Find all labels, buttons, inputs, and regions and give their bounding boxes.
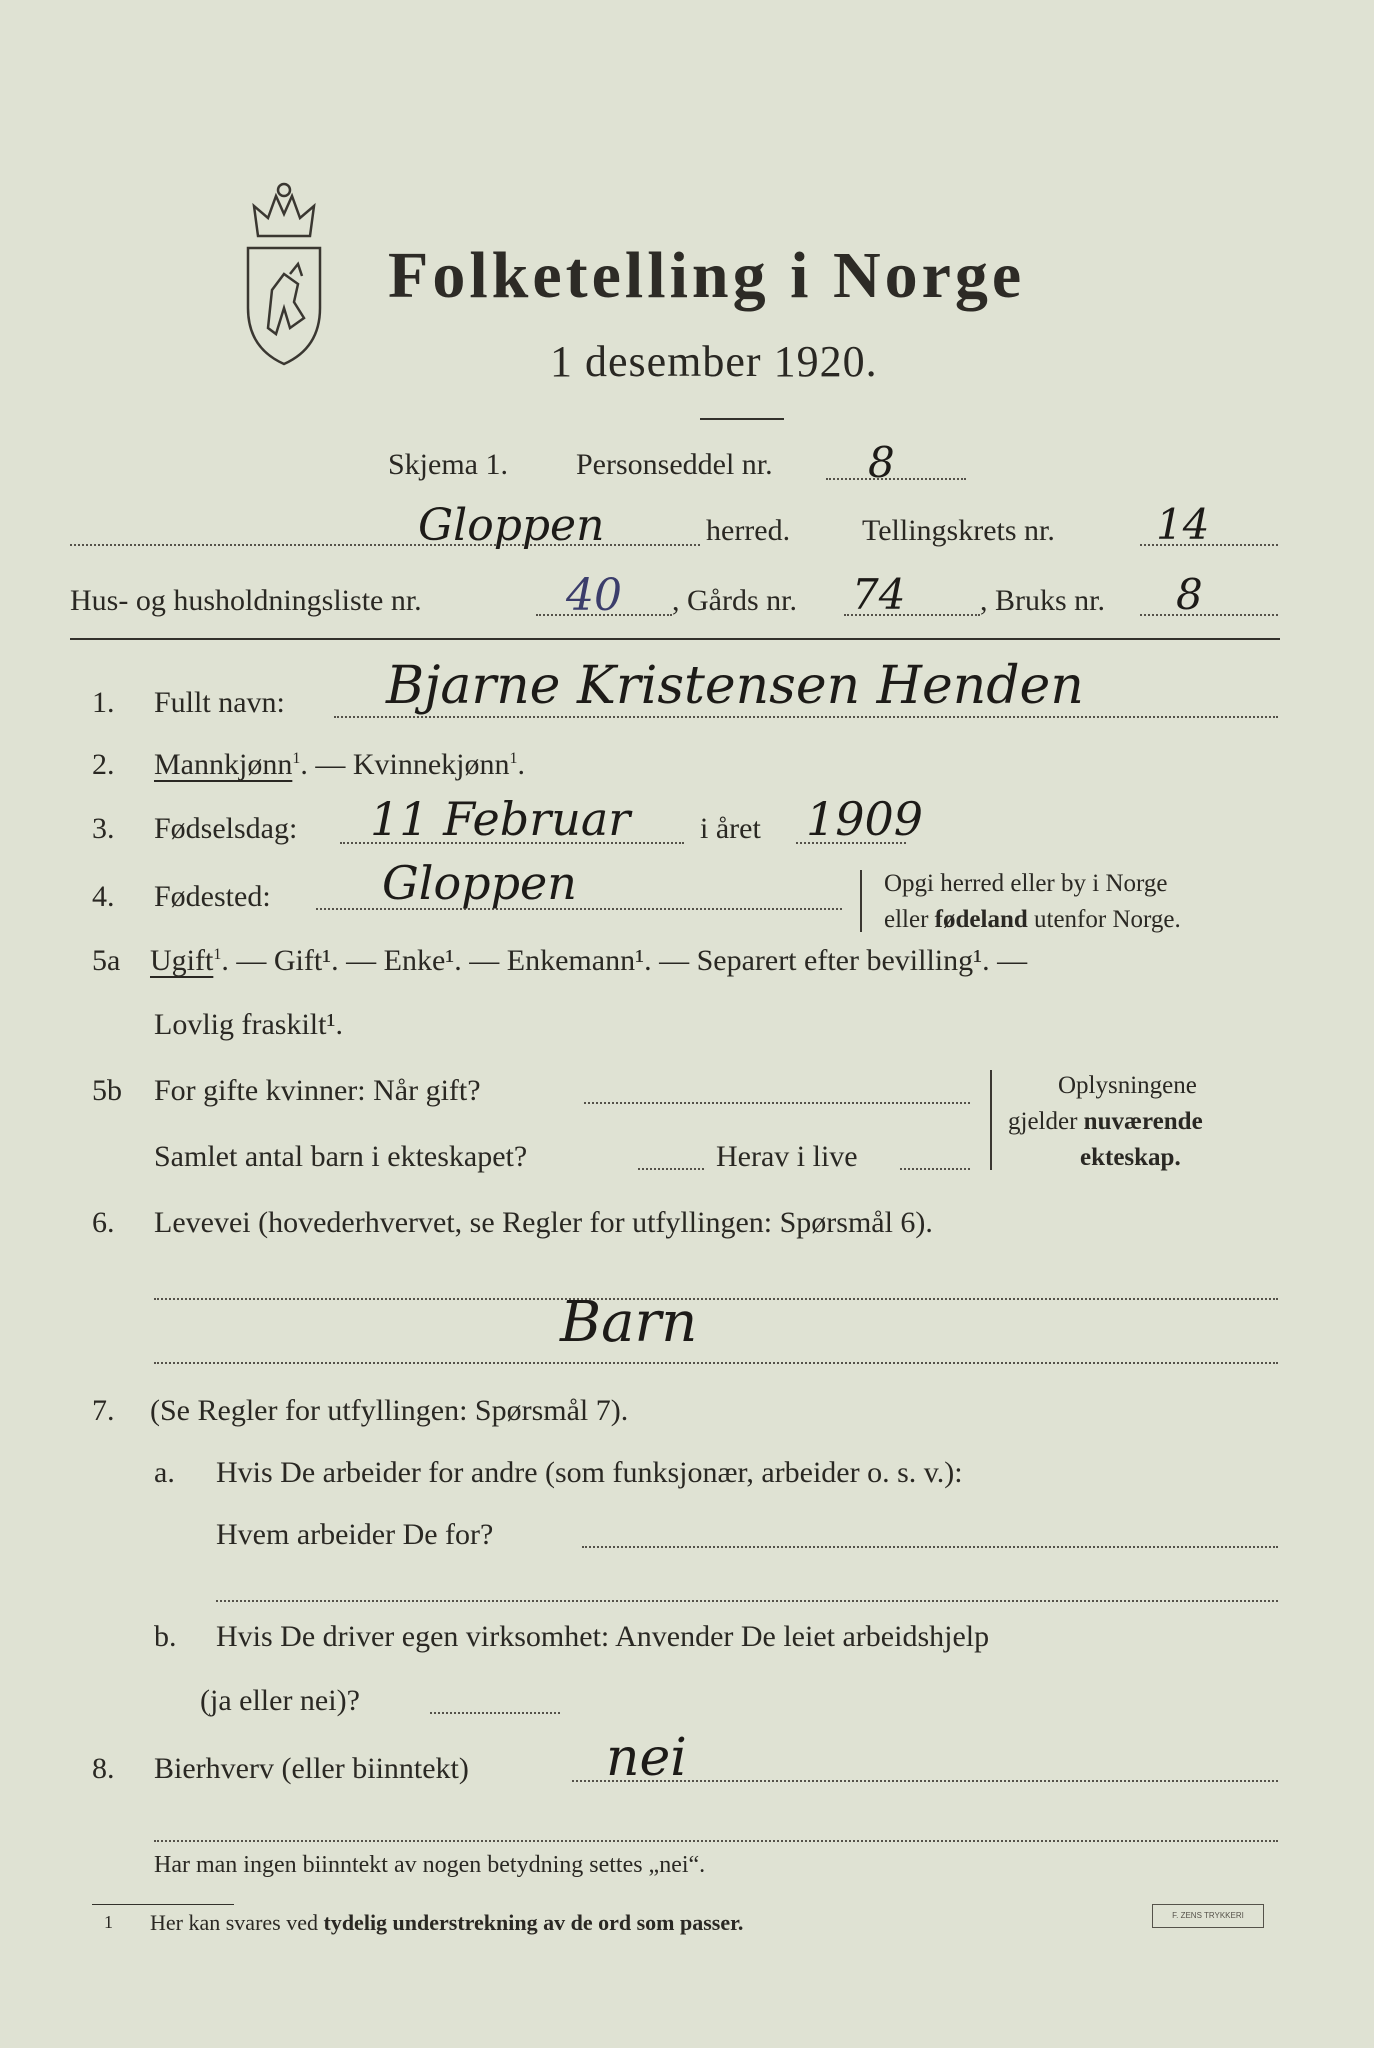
occupation-value[interactable]: Barn xyxy=(560,1290,698,1355)
footer-note: Har man ingen biinntekt av nogen betydning settes „nei“. xyxy=(154,1852,706,1878)
ugift-option[interactable]: Ugift xyxy=(150,944,214,977)
gards-label: , Gårds nr. xyxy=(672,584,797,617)
q1-label: Fullt navn: xyxy=(154,686,285,719)
q2-separator: . — xyxy=(300,748,353,781)
q4-label: Fødested: xyxy=(154,880,271,913)
q5b-note2-part-b: nuværende xyxy=(1083,1108,1203,1135)
side-income-value[interactable]: nei xyxy=(606,1728,687,1788)
q7a-text: Hvis De arbeider for andre (som funksjonær, arbeider o. s. v.): xyxy=(216,1456,963,1489)
q5b-brace xyxy=(990,1070,998,1170)
footnote-rule xyxy=(92,1904,234,1905)
personseddel-line xyxy=(826,478,966,480)
q3-number: 3. xyxy=(92,812,115,845)
form-title: Folketelling i Norge xyxy=(388,239,1026,312)
birthplace-value[interactable]: Gloppen xyxy=(382,856,577,910)
q2-number: 2. xyxy=(92,748,115,781)
q2-options: Mannkjønn$^1$. — Kvinnekjønn$^1$. xyxy=(154,748,525,781)
q7b-number: b. xyxy=(154,1620,177,1653)
coat-of-arms-icon xyxy=(228,178,340,368)
q1-line xyxy=(334,716,1278,718)
gards-value[interactable]: 74 xyxy=(852,570,906,619)
footnote-number: 1 xyxy=(104,1912,113,1932)
q7b-line xyxy=(430,1712,560,1714)
census-date: 1 desember 1920. xyxy=(550,337,878,386)
q8-label: Bierhverv (eller biinntekt) xyxy=(154,1752,469,1785)
q7a-number: a. xyxy=(154,1456,175,1489)
footnote-part-b: tydelig understrekning av de ord som passer. xyxy=(323,1910,744,1935)
q6-label: Levevei (hovederhvervet, se Regler for utfyllingen: Spørsmål 6). xyxy=(154,1206,933,1239)
q3-year-label: i året xyxy=(700,812,761,845)
male-option[interactable]: Mannkjønn xyxy=(154,748,293,781)
husliste-label: Hus- og husholdningsliste nr. xyxy=(70,584,422,617)
q8-line2 xyxy=(154,1840,1278,1842)
q3-label: Fødselsdag: xyxy=(154,812,298,845)
herred-label: herred. xyxy=(706,514,791,547)
footnote-part-a: Her kan svares ved xyxy=(150,1910,324,1935)
personseddel-value[interactable]: 8 xyxy=(868,438,895,487)
q7a-line1 xyxy=(582,1546,1278,1548)
q5b-label1: For gifte kvinner: Når gift? xyxy=(154,1074,481,1107)
q4-note-part-b: fødeland xyxy=(934,906,1028,933)
q4-note-line2 xyxy=(884,906,1181,934)
q5b-note2-part-a: gjelder xyxy=(1008,1108,1084,1135)
q5b-note2 xyxy=(1008,1108,1203,1136)
title-rule xyxy=(700,418,784,420)
bruks-line xyxy=(1140,614,1278,616)
q7a-question: Hvem arbeider De for? xyxy=(216,1518,494,1551)
q4-note-line1: Opgi herred eller by i Norge xyxy=(884,870,1168,897)
q5b-label2: Samlet antal barn i ekteskapet? xyxy=(154,1140,528,1173)
full-name-value[interactable]: Bjarne Kristensen Henden xyxy=(386,656,1084,716)
q7a-line2 xyxy=(216,1600,1278,1602)
skjema-label: Skjema 1. xyxy=(388,448,508,481)
q6-number: 6. xyxy=(92,1206,115,1239)
footnote-text xyxy=(150,1910,743,1936)
q6-line2 xyxy=(154,1362,1278,1364)
tellingskrets-value[interactable]: 14 xyxy=(1156,500,1210,549)
bruks-value[interactable]: 8 xyxy=(1176,570,1203,619)
herred-line xyxy=(70,544,700,546)
header-rule xyxy=(70,638,1280,640)
q5a-line2: Lovlig fraskilt¹. xyxy=(154,1008,343,1041)
herred-value[interactable]: Gloppen xyxy=(418,500,605,551)
q7b-text: Hvis De driver egen virksomhet: Anvender De leiet arbeidshjelp xyxy=(216,1620,990,1653)
q5b-label3: Herav i live xyxy=(716,1140,858,1173)
female-option[interactable]: Kvinnekjønn xyxy=(352,748,510,781)
q7b-question: (ja eller nei)? xyxy=(200,1684,360,1717)
q5b-number: 5b xyxy=(92,1074,122,1107)
tellingskrets-label: Tellingskrets nr. xyxy=(862,514,1055,547)
bruks-label: , Bruks nr. xyxy=(980,584,1106,617)
q8-number: 8. xyxy=(92,1752,115,1785)
birthday-value[interactable]: 11 Februar xyxy=(370,792,631,846)
q5a-other-options: . — Gift¹. — Enke¹. — Enkemann¹. — Separert efter bevilling¹. — xyxy=(221,944,1028,977)
birth-year-value[interactable]: 1909 xyxy=(806,792,924,846)
q5b-line2 xyxy=(638,1168,704,1170)
q1-number: 1. xyxy=(92,686,115,719)
q5a-number: 5a xyxy=(92,944,121,977)
q5b-note1: Oplysningene xyxy=(1058,1072,1197,1099)
q4-note-part-c: utenfor Norge. xyxy=(1027,906,1181,933)
q4-note-brace xyxy=(860,870,868,932)
q4-note-part-a: eller xyxy=(884,906,935,933)
q5b-line3 xyxy=(900,1168,970,1170)
q4-number: 4. xyxy=(92,880,115,913)
q5b-line1 xyxy=(584,1102,970,1104)
personseddel-label: Personseddel nr. xyxy=(576,448,773,481)
husliste-value[interactable]: 40 xyxy=(566,570,622,621)
q2-end: . xyxy=(517,748,525,781)
q5b-note3: ekteskap. xyxy=(1080,1144,1181,1171)
printer-stamp: F. ZENS TRYKKERI xyxy=(1152,1904,1264,1928)
q6-line1 xyxy=(154,1298,1278,1300)
q7-label: (Se Regler for utfyllingen: Spørsmål 7). xyxy=(150,1394,629,1427)
q7-number: 7. xyxy=(92,1394,115,1427)
q5a-options: Ugift$^1$. — Gift¹. — Enke¹. — Enkemann¹. — Separert efter bevilling¹. — xyxy=(150,944,1028,977)
